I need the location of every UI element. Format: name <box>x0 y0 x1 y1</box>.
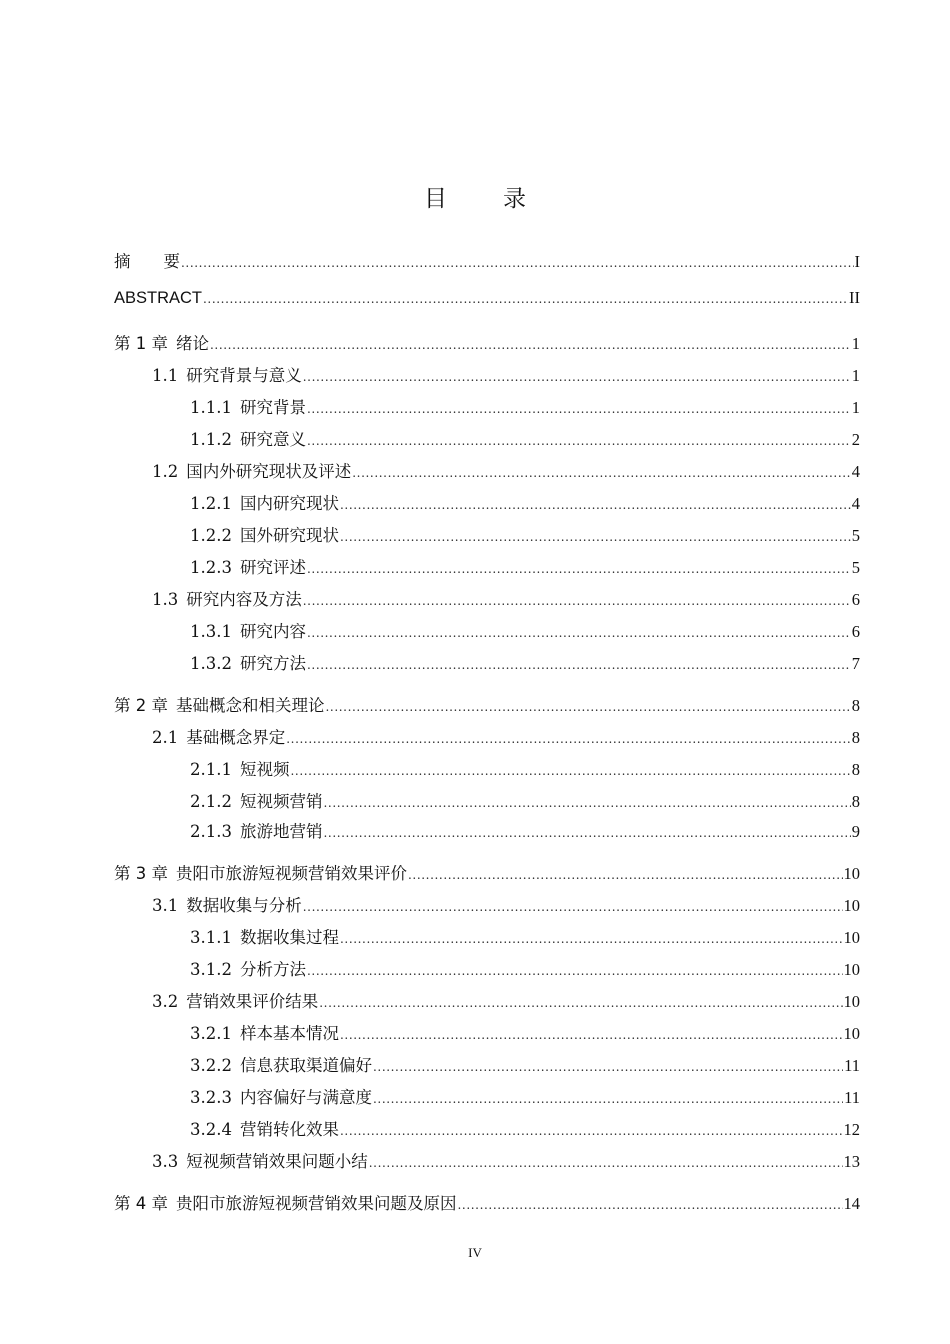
toc-entry-page: 4 <box>851 494 860 513</box>
toc-leader-dots <box>290 764 850 778</box>
toc-entry[interactable] <box>0 458 950 480</box>
toc-entry-page: 14 <box>843 1194 860 1213</box>
toc-entry-text: 研究内容及方法 <box>186 590 302 609</box>
toc-entry-number: 1.1.1 <box>190 398 232 417</box>
toc-entry-label <box>114 1190 457 1214</box>
toc-entry-label <box>152 892 302 916</box>
toc-entry-label <box>190 956 306 980</box>
toc-entry-text: 内容偏好与满意度 <box>239 1088 372 1107</box>
toc-entry-label <box>190 788 322 812</box>
toc-leader-dots <box>340 498 851 512</box>
toc-entry-number: 3.2.4 <box>190 1120 232 1139</box>
toc-entry-page: 1 <box>851 366 860 385</box>
toc-entry[interactable] <box>0 248 950 270</box>
toc-entry-page: 10 <box>843 1024 860 1043</box>
toc-entry-text: 短视频 <box>239 760 290 779</box>
toc-entry[interactable] <box>0 860 950 882</box>
toc-entry-text: 研究背景 <box>239 398 306 417</box>
toc-entry-page: 2 <box>851 430 860 449</box>
toc-entry-label <box>152 458 351 482</box>
toc-entry[interactable] <box>0 1190 950 1212</box>
toc-entry-page: 6 <box>851 590 860 609</box>
toc-entry-text: 研究评述 <box>239 558 306 577</box>
toc-entry-page: 5 <box>851 526 860 545</box>
toc-leader-dots <box>340 530 851 544</box>
toc-entry[interactable] <box>0 788 950 810</box>
toc-entry[interactable] <box>0 1116 950 1138</box>
toc-entry-text: 短视频营销效果问题小结 <box>186 1152 368 1171</box>
page-number: IV <box>468 1245 482 1260</box>
toc-leader-dots <box>203 292 848 306</box>
toc-leader-dots <box>352 466 851 480</box>
toc-leader-dots <box>323 796 850 810</box>
toc-entry-label <box>152 988 318 1012</box>
toc-entry-page: 1 <box>851 334 860 353</box>
toc-title-char-2: 录 <box>503 186 526 212</box>
toc-entry-label <box>190 394 306 418</box>
toc-entry-label <box>114 330 209 354</box>
toc-leader-dots <box>303 594 851 608</box>
toc-entry[interactable] <box>0 554 950 576</box>
toc-leader-dots <box>340 1028 843 1042</box>
toc-entry-page: 8 <box>851 728 860 747</box>
toc-entry-page: 10 <box>843 992 860 1011</box>
toc-entry[interactable] <box>0 724 950 746</box>
toc-entry-label <box>152 1148 368 1172</box>
toc-entry-page: 10 <box>843 896 860 915</box>
toc-entry-number: 3.2.1 <box>190 1024 232 1043</box>
toc-entry-text: 基础概念界定 <box>186 728 286 747</box>
toc-entry[interactable] <box>0 818 950 840</box>
toc-entry-text: 数据收集过程 <box>239 928 339 947</box>
toc-entry-text: 国内外研究现状及评述 <box>186 462 352 481</box>
toc-entry[interactable] <box>0 618 950 640</box>
toc-entry-text: 分析方法 <box>239 960 306 979</box>
toc-entry-label <box>152 362 302 386</box>
toc-entry-label <box>152 586 302 610</box>
toc-leader-dots <box>369 1156 843 1170</box>
toc-entry-text: 摘 要 <box>114 252 180 271</box>
toc-leader-dots <box>373 1092 843 1106</box>
toc-title <box>0 180 950 213</box>
toc-entry-text: 短视频营销 <box>239 792 323 811</box>
toc-entry-number: 3.1 <box>152 896 179 915</box>
toc-entry-label <box>190 1020 339 1044</box>
toc-entry-number: 3.2.2 <box>190 1056 232 1075</box>
toc-leader-dots <box>286 732 851 746</box>
toc-entry-page: 13 <box>843 1152 860 1171</box>
toc-leader-dots <box>307 434 851 448</box>
toc-entry[interactable] <box>0 426 950 448</box>
toc-entry-page: 9 <box>851 822 860 841</box>
toc-leader-dots <box>303 370 851 384</box>
toc-entry-text: ABSTRACT <box>114 289 203 307</box>
toc-entry[interactable] <box>0 362 950 384</box>
toc-entry-text: 营销转化效果 <box>239 1120 339 1139</box>
toc-entry-number: 1.1 <box>152 366 179 385</box>
toc-leader-dots <box>307 626 851 640</box>
toc-leader-dots <box>340 932 843 946</box>
toc-leader-dots <box>408 868 843 882</box>
toc-entry[interactable] <box>0 988 950 1010</box>
toc-entry-label <box>190 924 339 948</box>
toc-entry-number: 2.1.2 <box>190 792 232 811</box>
toc-entry-page: 7 <box>851 654 860 673</box>
toc-entry-label <box>190 490 339 514</box>
toc-entry-label <box>190 1084 372 1108</box>
toc-entry[interactable] <box>0 1148 950 1170</box>
toc-entry[interactable] <box>0 692 950 714</box>
toc-entry-number: 第 4 章 <box>114 1194 168 1213</box>
toc-entry[interactable] <box>0 956 950 978</box>
toc-entry-text: 样本基本情况 <box>239 1024 339 1043</box>
toc-entry-number: 1.2.2 <box>190 526 232 545</box>
toc-entry-number: 3.2 <box>152 992 179 1011</box>
toc-entry[interactable] <box>0 394 950 416</box>
toc-entry-number: 1.3.1 <box>190 622 232 641</box>
toc-entry-label <box>114 248 180 272</box>
toc-leader-dots <box>181 256 854 270</box>
toc-entry-label <box>190 554 306 578</box>
toc-leader-dots <box>307 402 851 416</box>
toc-title-char-1: 目 <box>424 186 447 212</box>
toc-entry[interactable] <box>0 586 950 608</box>
toc-entry-number: 第 2 章 <box>114 696 168 715</box>
toc-entry-page: 11 <box>844 1056 860 1075</box>
toc-entry[interactable] <box>0 756 950 778</box>
toc-entry-number: 3.3 <box>152 1152 179 1171</box>
toc-entry-text: 贵阳市旅游短视频营销效果评价 <box>176 864 407 883</box>
toc-leader-dots <box>458 1198 843 1212</box>
toc-entry-page: 8 <box>851 760 860 779</box>
toc-entry[interactable] <box>0 1020 950 1042</box>
toc-entry-page: 12 <box>843 1120 860 1139</box>
toc-entry-page: 10 <box>843 928 860 947</box>
toc-entry-number: 3.1.2 <box>190 960 232 979</box>
toc-leader-dots <box>307 964 843 978</box>
toc-entry-number: 第 3 章 <box>114 864 168 883</box>
toc-entry-page: II <box>849 288 860 307</box>
toc-entry-number: 1.2.3 <box>190 558 232 577</box>
toc-entry-text: 研究方法 <box>239 654 306 673</box>
toc-entry-label <box>190 1116 339 1140</box>
toc-leader-dots <box>319 996 842 1010</box>
toc-entry-label <box>114 288 202 308</box>
toc-entry-number: 2.1 <box>152 728 179 747</box>
toc-entry-label <box>190 426 306 450</box>
toc-entry[interactable] <box>0 490 950 512</box>
toc-entry-label <box>114 860 407 884</box>
toc-entry[interactable] <box>0 892 950 914</box>
toc-entry-text: 数据收集与分析 <box>186 896 302 915</box>
toc-entry-label <box>190 818 322 842</box>
toc-entry-page: 6 <box>851 622 860 641</box>
toc-entry[interactable] <box>0 522 950 544</box>
toc-entry-number: 1.1.2 <box>190 430 232 449</box>
toc-entry-page: 5 <box>851 558 860 577</box>
toc-leader-dots <box>373 1060 843 1074</box>
toc-entry-page: 11 <box>844 1088 860 1107</box>
toc-entry[interactable] <box>0 650 950 672</box>
toc-entry-page: 10 <box>843 960 860 979</box>
toc-entry-number: 2.1.3 <box>190 822 232 841</box>
toc-entry-page: 4 <box>851 462 860 481</box>
toc-entry-number: 2.1.1 <box>190 760 232 779</box>
toc-entry-number: 第 1 章 <box>114 334 168 353</box>
toc-leader-dots <box>210 338 851 352</box>
toc-entry-text: 贵阳市旅游短视频营销效果问题及原因 <box>176 1194 457 1213</box>
toc-leader-dots <box>323 826 850 840</box>
toc-entry-label <box>190 650 306 674</box>
toc-entry-text: 信息获取渠道偏好 <box>239 1056 372 1075</box>
toc-entry[interactable] <box>0 330 950 352</box>
toc-leader-dots <box>303 900 843 914</box>
toc-entry-label <box>190 1052 372 1076</box>
toc-entry-text: 研究内容 <box>239 622 306 641</box>
toc-leader-dots <box>340 1124 843 1138</box>
toc-entry-page: 8 <box>851 696 860 715</box>
toc-leader-dots <box>326 700 851 714</box>
toc-entry-text: 营销效果评价结果 <box>186 992 319 1011</box>
toc-entry-number: 1.2 <box>152 462 179 481</box>
toc-entry-number: 1.3.2 <box>190 654 232 673</box>
toc-entry-label <box>190 618 306 642</box>
toc-entry-number: 3.1.1 <box>190 928 232 947</box>
toc-entry-label <box>190 756 289 780</box>
toc-entry-page: 1 <box>851 398 860 417</box>
toc-entry-page: 10 <box>843 864 860 883</box>
toc-entry-text: 研究背景与意义 <box>186 366 302 385</box>
toc-leader-dots <box>307 562 851 576</box>
toc-entry-text: 旅游地营销 <box>239 822 323 841</box>
toc-entry-label <box>114 692 325 716</box>
toc-entry-page: I <box>854 252 860 271</box>
toc-entry-number: 3.2.3 <box>190 1088 232 1107</box>
toc-entry-label <box>152 724 285 748</box>
toc-entry-number: 1.2.1 <box>190 494 232 513</box>
toc-entry-page: 8 <box>851 792 860 811</box>
toc-entry-number: 1.3 <box>152 590 179 609</box>
toc-entry-text: 基础概念和相关理论 <box>176 696 325 715</box>
toc-entry-text: 研究意义 <box>239 430 306 449</box>
toc-entry-text: 国外研究现状 <box>239 526 339 545</box>
toc-leader-dots <box>307 658 851 672</box>
toc-entry[interactable] <box>0 924 950 946</box>
toc-entry-text: 国内研究现状 <box>239 494 339 513</box>
toc-entry-text: 绪论 <box>176 334 209 353</box>
toc-entry[interactable] <box>0 1084 950 1106</box>
toc-entry[interactable] <box>0 1052 950 1074</box>
toc-entry-label <box>190 522 339 546</box>
toc-entry[interactable] <box>0 288 950 310</box>
